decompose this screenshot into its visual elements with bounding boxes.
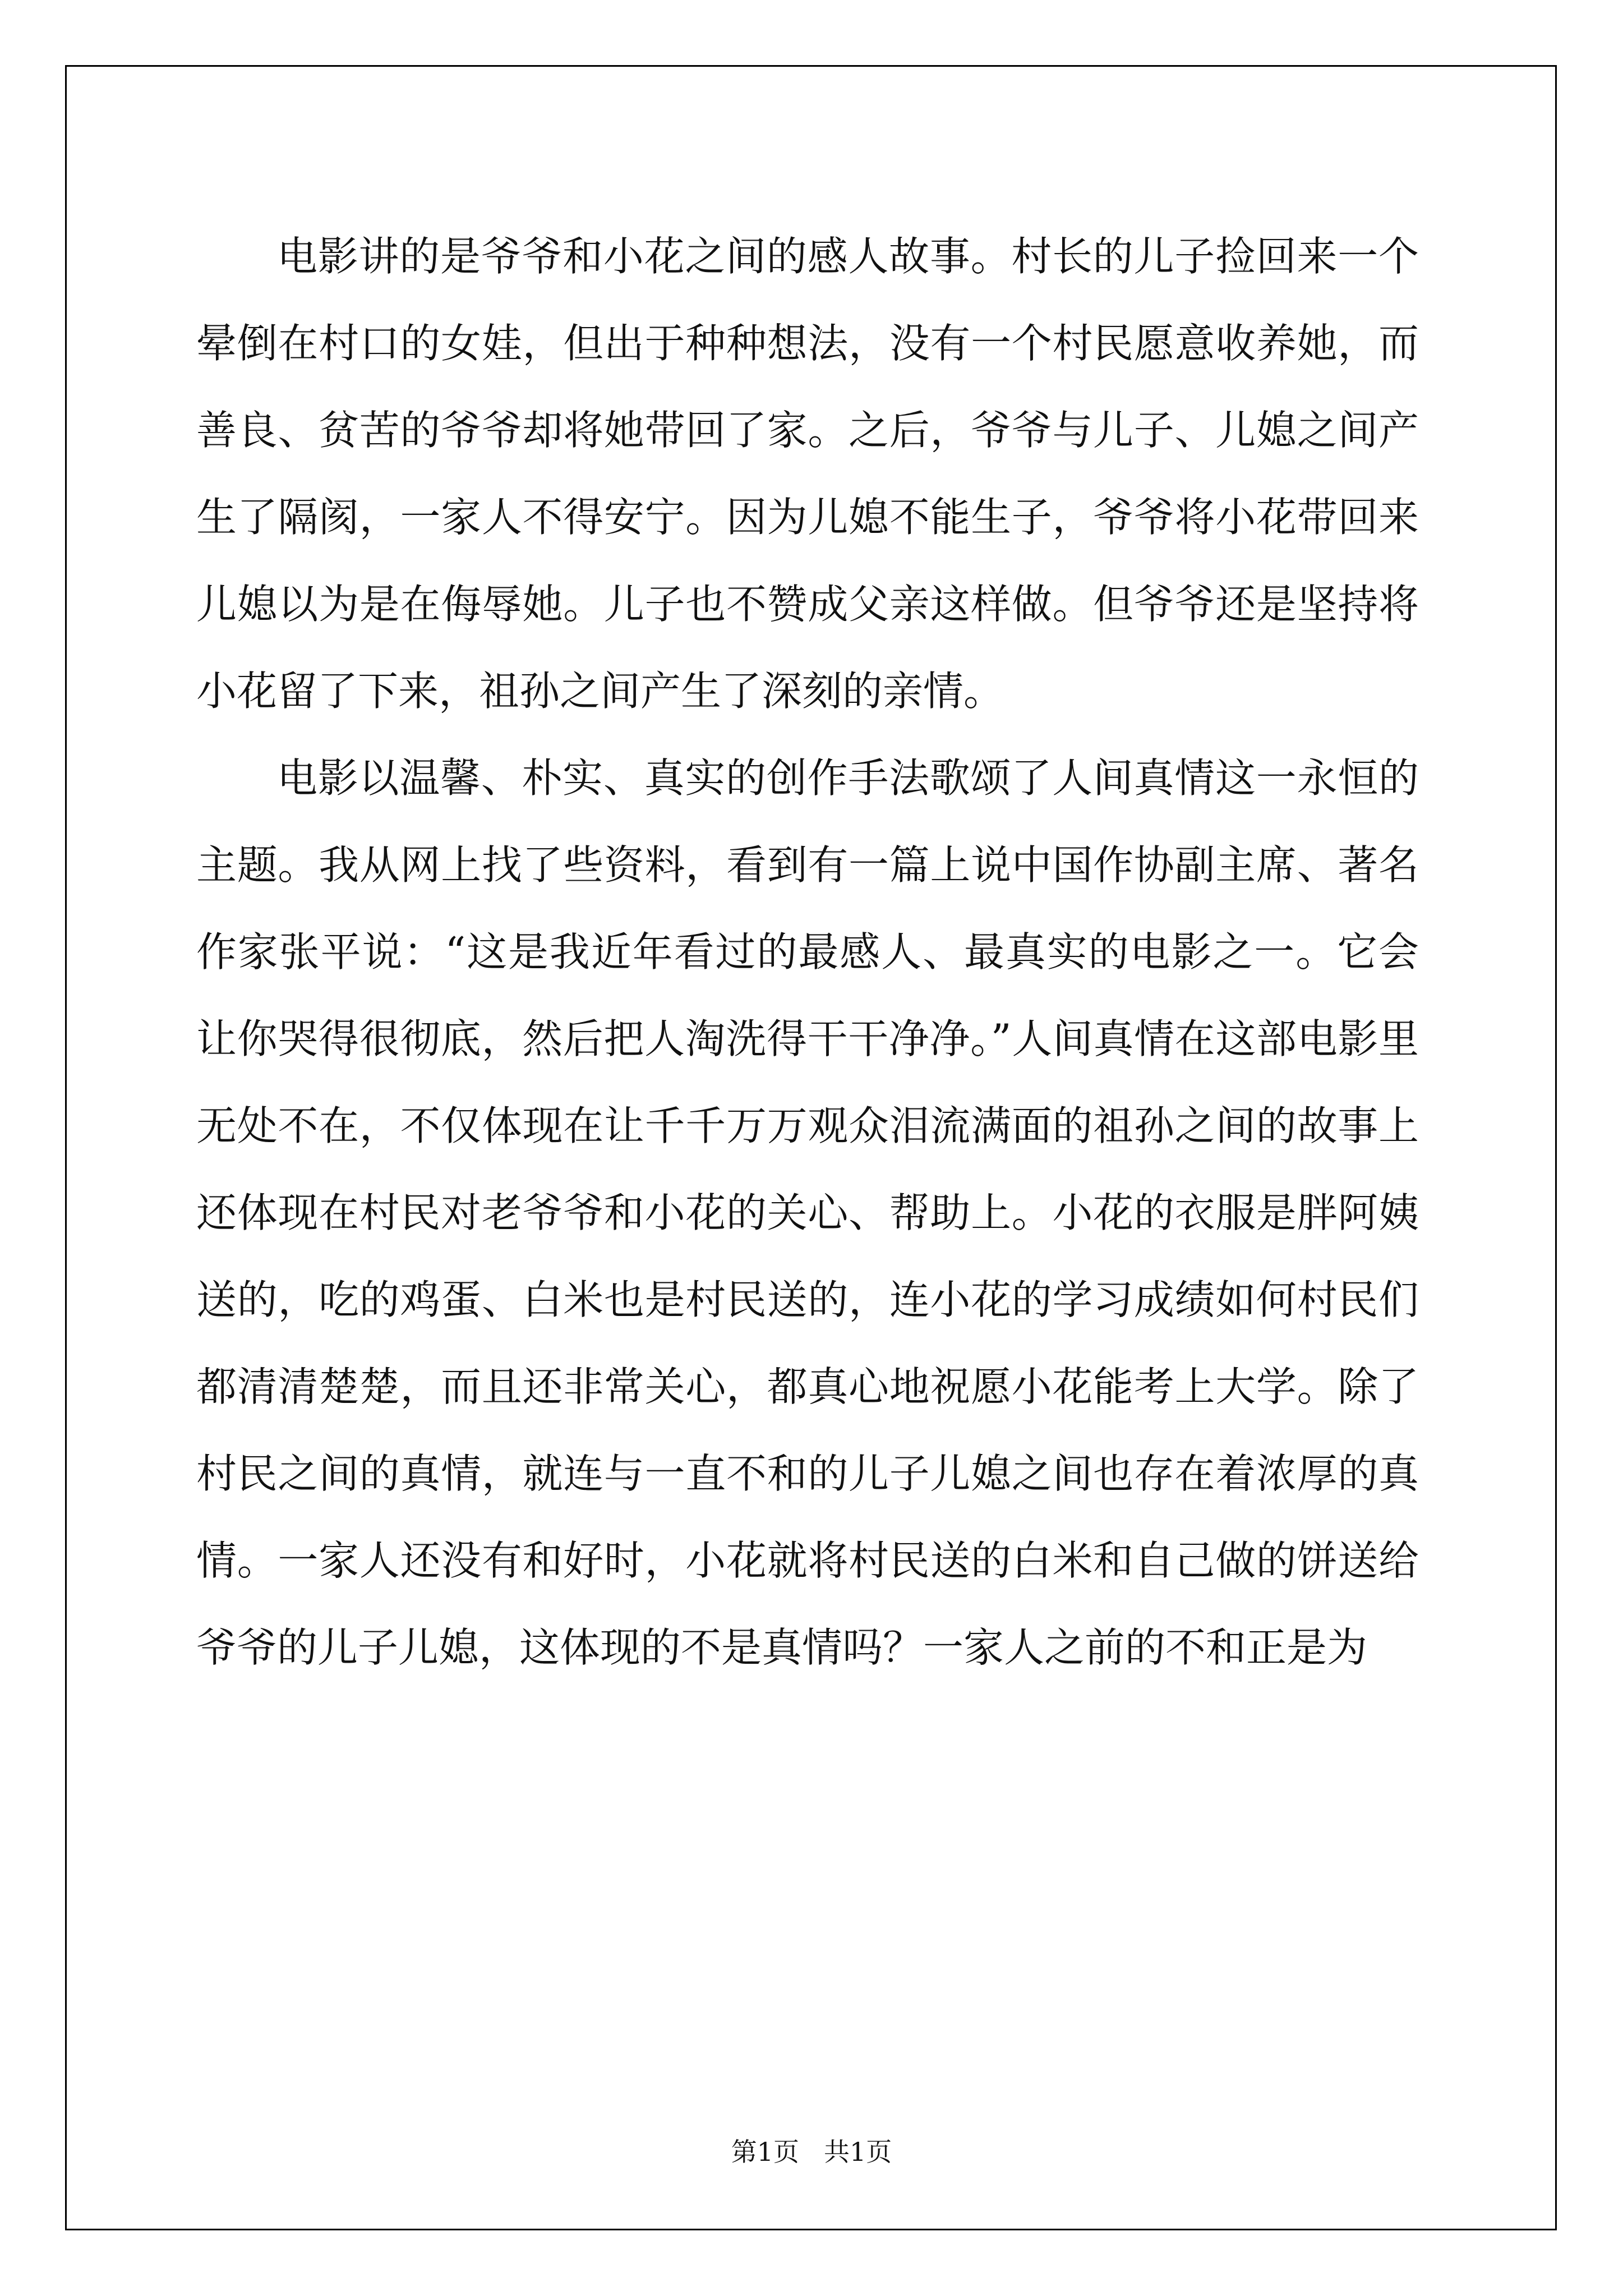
total-pages: 共1页 [823, 2137, 892, 2167]
page-number: 第1页 [731, 2137, 800, 2167]
footer-spacer [799, 2137, 824, 2167]
page-footer [0, 2132, 1623, 2169]
document-body [196, 213, 1419, 1691]
paragraph-2: 电影以温馨、朴实、真实的创作手法歌颂了人间真情这一永恒的主题。我从网上找了些资料，看到有一篇上说中国作协副主席、著名作家张平说：“这是我近年看过的最感人、最真实的电影之一。它会让你哭得很彻底，然后把人淘洗得干干净净。”人间真情在这部电影里无处不在，不仅体现在让千千万万观众泪流满面的祖孙之间的故事上还体现在村民对老爷爷和小花的关心、帮助上。小花的衣服是胖阿姨送的，吃的鸡蛋、白米也是村民送的，连小花的学习成绩如何村民们都清清楚楚，而且还非常关心，都真心地祝愿小花能考上大学。除了村民之间的真情，就连与一直不和的儿子儿媳之间也存在着浓厚的真情。一家人还没有和好时，小花就将村民送的白米和自己做的饼送给爷爷的儿子儿媳，这体现的不是真情吗？一家人之前的不和正是为 [196, 754, 1419, 1671]
paragraph-1: 电影讲的是爷爷和小花之间的感人故事。村长的儿子捡回来一个晕倒在村口的女娃，但出于种种想法，没有一个村民愿意收养她，而善良、贫苦的爷爷却将她带回了家。之后，爷爷与儿子、儿媳之间产生了隔阂，一家人不得安宁。因为儿媳不能生子，爷爷将小花带回来儿媳以为是在侮辱她。儿子也不赞成父亲这样做。但爷爷还是坚持将小花留了下来，祖孙之间产生了深刻的亲情。 [196, 233, 1419, 715]
